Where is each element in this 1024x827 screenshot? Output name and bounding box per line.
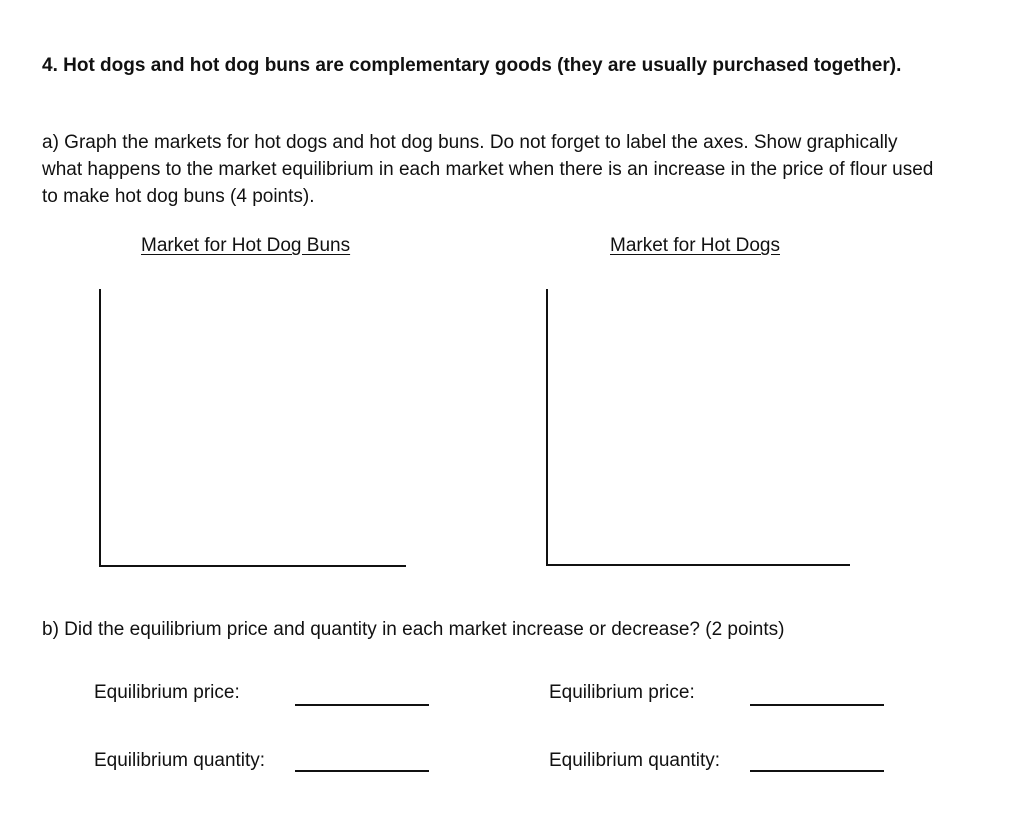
part-b-question: b) Did the equilibrium price and quantity in each market increase or decrease? (2 points)	[42, 619, 785, 640]
buns-graph-y-axis	[99, 289, 101, 566]
buns-quantity-label: Equilibrium quantity:	[94, 750, 266, 771]
hot-dogs-price-blank[interactable]	[750, 704, 884, 706]
hot-dogs-price-label: Equilibrium price:	[549, 682, 695, 703]
hot-dogs-quantity-label: Equilibrium quantity:	[549, 750, 721, 771]
hot-dogs-quantity-blank[interactable]	[750, 770, 884, 772]
buns-graph-x-axis	[99, 565, 406, 567]
question-title: 4. Hot dogs and hot dog buns are complementary goods (they are usually purchased together).	[42, 55, 902, 76]
hot-dogs-graph-x-axis	[546, 564, 850, 566]
buns-price-blank[interactable]	[295, 704, 429, 706]
graph-title-hot-dog-buns: Market for Hot Dog Buns	[141, 235, 351, 256]
buns-price-label: Equilibrium price:	[94, 682, 240, 703]
hot-dogs-graph-y-axis	[546, 289, 548, 566]
part-a-instructions: a) Graph the markets for hot dogs and hot dog buns. Do not forget to label the axes. Show graphically what happens to the market equilibrium in each market when there is an increase in the price of flour used to make hot dog buns (4 points).	[42, 132, 934, 207]
buns-quantity-blank[interactable]	[295, 770, 429, 772]
graph-title-hot-dogs: Market for Hot Dogs	[610, 235, 780, 256]
